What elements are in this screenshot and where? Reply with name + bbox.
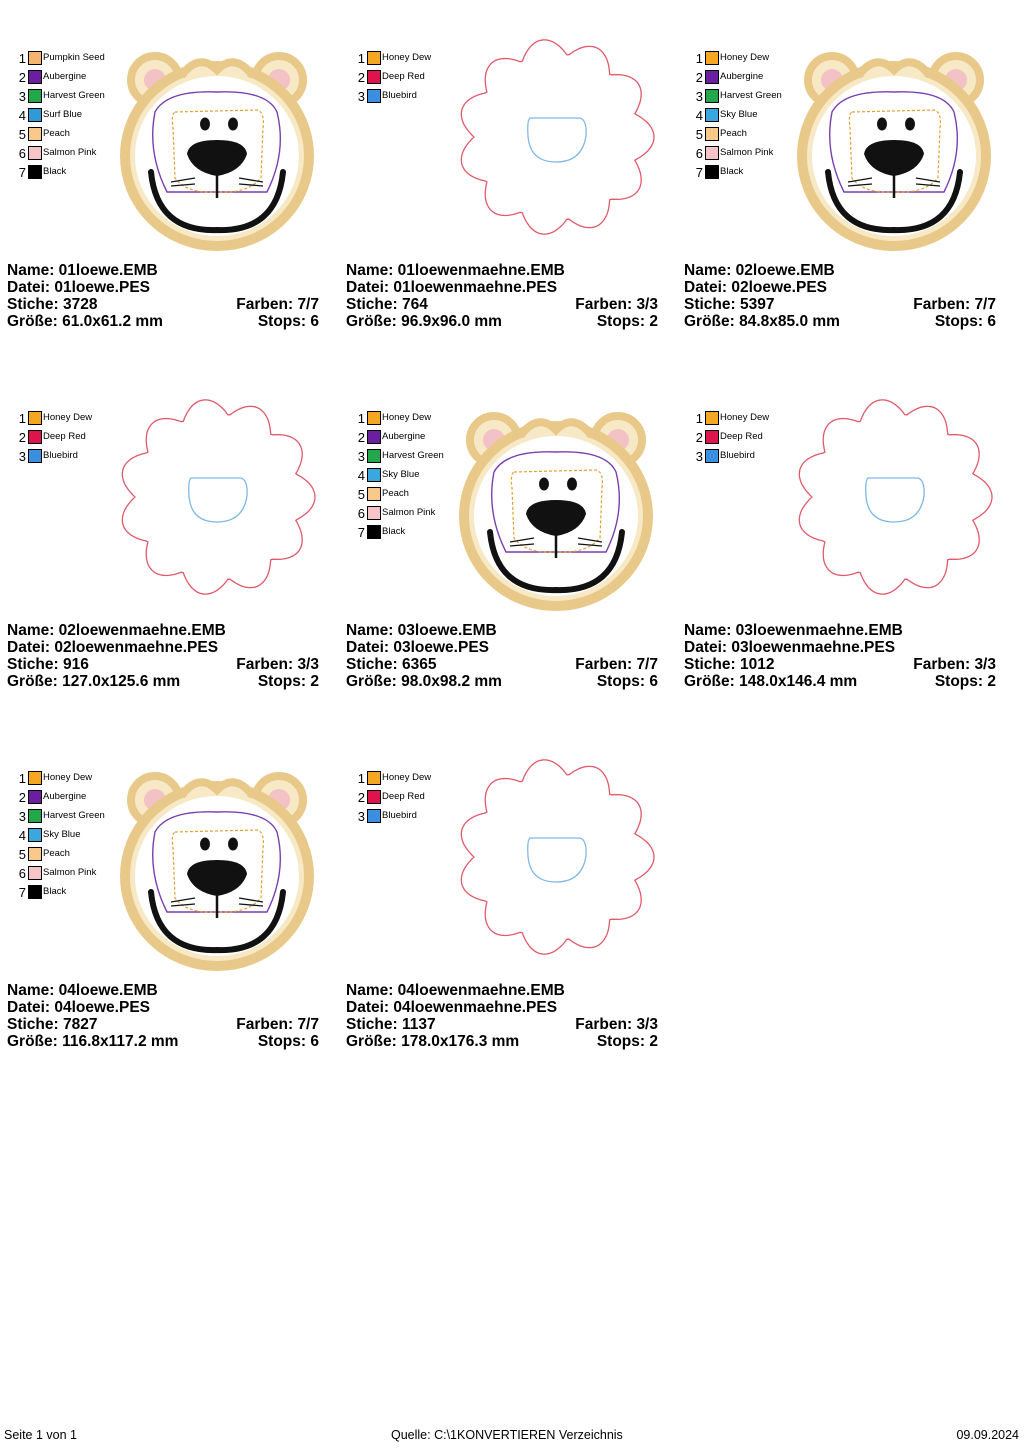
thread-name: Deep Red	[720, 431, 763, 442]
mane-outline	[461, 760, 654, 954]
mane-design-preview	[446, 32, 666, 262]
legend-number: 2	[357, 790, 365, 805]
left-eye	[877, 118, 887, 131]
left-eye	[200, 838, 210, 851]
thread-name: Peach	[43, 128, 70, 139]
left-eye	[200, 118, 210, 131]
lion-face	[125, 56, 309, 246]
color-swatch	[28, 127, 42, 141]
design-size: Größe: 96.9x96.0 mm	[346, 313, 502, 330]
thread-name: Black	[43, 886, 67, 897]
design-card	[684, 22, 1004, 362]
legend-number: 6	[18, 866, 26, 881]
design-size: Größe: 148.0x146.4 mm	[684, 673, 858, 690]
design-name: Name: 01loewenmaehne.EMB	[346, 262, 565, 279]
legend-number: 3	[695, 449, 703, 464]
design-card	[7, 742, 327, 1082]
color-swatch	[28, 51, 42, 65]
thread-name: Black	[720, 166, 744, 177]
legend-number: 3	[357, 449, 365, 464]
thread-name: Salmon Pink	[720, 147, 774, 158]
color-swatch	[28, 809, 42, 823]
stop-count: Stops: 2	[934, 673, 996, 690]
thread-name: Honey Dew	[43, 772, 93, 783]
color-swatch	[367, 525, 381, 539]
design-name: Name: 02loewe.EMB	[684, 262, 835, 279]
color-swatch	[28, 430, 42, 444]
design-file: Datei: 04loewenmaehne.PES	[346, 999, 558, 1016]
mane-design-preview	[446, 752, 666, 982]
thread-name: Honey Dew	[382, 52, 432, 63]
color-swatch	[367, 809, 381, 823]
legend-number: 2	[695, 70, 703, 85]
color-swatch	[28, 89, 42, 103]
color-swatch	[705, 51, 719, 65]
color-count: Farben: 7/7	[913, 296, 996, 313]
mane-outline	[461, 40, 654, 234]
design-card	[7, 22, 327, 362]
face-placement-outline	[528, 838, 586, 882]
thread-name: Black	[382, 526, 406, 537]
legend-number: 3	[695, 89, 703, 104]
legend-number: 4	[357, 468, 365, 483]
color-swatch	[28, 790, 42, 804]
thread-name: Black	[43, 166, 67, 177]
color-swatch	[367, 430, 381, 444]
design-size: Größe: 127.0x125.6 mm	[7, 673, 181, 690]
legend-number: 7	[357, 525, 365, 540]
legend-number: 1	[695, 51, 703, 66]
design-size: Größe: 61.0x61.2 mm	[7, 313, 163, 330]
thread-name: Surf Blue	[43, 109, 83, 120]
legend-number: 1	[18, 51, 26, 66]
legend-number: 2	[357, 70, 365, 85]
stitch-count: Stiche: 3728	[7, 296, 98, 313]
thread-name: Sky Blue	[43, 829, 81, 840]
stop-count: Stops: 6	[596, 673, 658, 690]
thread-name: Honey Dew	[382, 772, 432, 783]
legend-number: 2	[18, 430, 26, 445]
legend-number: 1	[18, 771, 26, 786]
thread-name: Harvest Green	[43, 810, 105, 821]
stitch-count: Stiche: 764	[346, 296, 428, 313]
legend-number: 4	[18, 828, 26, 843]
stop-count: Stops: 2	[596, 313, 658, 330]
thread-name: Salmon Pink	[43, 867, 97, 878]
design-info	[684, 262, 996, 330]
thread-name: Bluebird	[43, 450, 78, 461]
thread-name: Sky Blue	[382, 469, 420, 480]
color-swatch	[705, 165, 719, 179]
color-swatch	[367, 790, 381, 804]
legend-number: 2	[695, 430, 703, 445]
stop-count: Stops: 6	[934, 313, 996, 330]
color-swatch	[367, 449, 381, 463]
thread-name: Aubergine	[43, 791, 87, 802]
stop-count: Stops: 2	[257, 673, 319, 690]
color-swatch	[705, 430, 719, 444]
thread-name: Salmon Pink	[43, 147, 97, 158]
legend-number: 7	[18, 165, 26, 180]
design-size: Größe: 98.0x98.2 mm	[346, 673, 502, 690]
mane-design-preview	[107, 392, 327, 622]
design-card	[684, 382, 1004, 722]
legend-number: 4	[18, 108, 26, 123]
thread-name: Deep Red	[43, 431, 86, 442]
design-card	[346, 22, 666, 362]
legend-number: 5	[18, 847, 26, 862]
color-swatch	[367, 487, 381, 501]
design-card	[346, 742, 666, 1082]
color-swatch	[705, 449, 719, 463]
design-file: Datei: 02loewenmaehne.PES	[7, 639, 219, 656]
thread-name: Bluebird	[382, 810, 417, 821]
color-count: Farben: 3/3	[236, 656, 319, 673]
stitch-count: Stiche: 7827	[7, 1016, 98, 1033]
color-swatch	[28, 847, 42, 861]
color-swatch	[28, 866, 42, 880]
design-card	[7, 382, 327, 722]
design-info	[7, 982, 319, 1050]
legend-number: 2	[18, 70, 26, 85]
color-swatch	[705, 146, 719, 160]
thread-name: Sky Blue	[720, 109, 758, 120]
design-file: Datei: 01loewe.PES	[7, 279, 151, 296]
design-name: Name: 01loewe.EMB	[7, 262, 158, 279]
legend-number: 1	[18, 411, 26, 426]
thread-name: Harvest Green	[720, 90, 782, 101]
thread-name: Peach	[720, 128, 747, 139]
legend-number: 2	[357, 430, 365, 445]
thread-name: Aubergine	[720, 71, 764, 82]
lion-design-preview	[107, 752, 327, 982]
design-name: Name: 04loewe.EMB	[7, 982, 158, 999]
legend-number: 4	[695, 108, 703, 123]
legend-number: 1	[357, 51, 365, 66]
thread-name: Peach	[43, 848, 70, 859]
design-file: Datei: 04loewe.PES	[7, 999, 151, 1016]
legend-number: 1	[357, 771, 365, 786]
design-file: Datei: 03loewe.PES	[346, 639, 490, 656]
right-eye	[228, 838, 238, 851]
design-file: Datei: 02loewe.PES	[684, 279, 828, 296]
thread-name: Honey Dew	[720, 52, 770, 63]
thread-name: Honey Dew	[43, 412, 93, 423]
color-swatch	[28, 411, 42, 425]
color-swatch	[705, 70, 719, 84]
color-swatch	[367, 506, 381, 520]
footer-source: Quelle: C:\1KONVERTIEREN Verzeichnis	[391, 1428, 623, 1442]
stitch-count: Stiche: 1012	[684, 656, 775, 673]
thread-name: Aubergine	[382, 431, 426, 442]
color-swatch	[367, 89, 381, 103]
color-count: Farben: 3/3	[575, 1016, 658, 1033]
design-name: Name: 03loewe.EMB	[346, 622, 497, 639]
thread-name: Honey Dew	[720, 412, 770, 423]
color-swatch	[367, 468, 381, 482]
color-swatch	[28, 885, 42, 899]
thread-name: Aubergine	[43, 71, 87, 82]
lion-design-preview	[784, 32, 1004, 262]
design-size: Größe: 178.0x176.3 mm	[346, 1033, 520, 1050]
color-swatch	[28, 146, 42, 160]
lion-face	[802, 56, 986, 246]
design-size: Größe: 116.8x117.2 mm	[7, 1033, 179, 1050]
design-file: Datei: 01loewenmaehne.PES	[346, 279, 558, 296]
stitch-count: Stiche: 5397	[684, 296, 775, 313]
mane-outline	[122, 400, 315, 594]
right-eye	[567, 478, 577, 491]
design-file: Datei: 03loewenmaehne.PES	[684, 639, 896, 656]
design-size: Größe: 84.8x85.0 mm	[684, 313, 840, 330]
legend-number: 5	[357, 487, 365, 502]
thread-name: Peach	[382, 488, 409, 499]
legend-number: 2	[18, 790, 26, 805]
color-count: Farben: 3/3	[575, 296, 658, 313]
stitch-count: Stiche: 6365	[346, 656, 437, 673]
stitch-count: Stiche: 916	[7, 656, 89, 673]
face-placement-outline	[528, 118, 586, 162]
thread-name: Harvest Green	[43, 90, 105, 101]
legend-number: 5	[18, 127, 26, 142]
color-swatch	[705, 89, 719, 103]
design-name: Name: 03loewenmaehne.EMB	[684, 622, 903, 639]
stitch-count: Stiche: 1137	[346, 1016, 436, 1033]
thread-name: Deep Red	[382, 71, 425, 82]
right-eye	[228, 118, 238, 131]
design-info	[346, 262, 658, 330]
color-count: Farben: 3/3	[913, 656, 996, 673]
color-swatch	[367, 411, 381, 425]
legend-number: 6	[695, 146, 703, 161]
color-swatch	[28, 771, 42, 785]
thread-name: Deep Red	[382, 791, 425, 802]
mane-outline	[799, 400, 992, 594]
design-name: Name: 02loewenmaehne.EMB	[7, 622, 226, 639]
thread-name: Salmon Pink	[382, 507, 436, 518]
color-swatch	[367, 51, 381, 65]
color-swatch	[705, 127, 719, 141]
thread-name: Bluebird	[382, 90, 417, 101]
legend-number: 5	[695, 127, 703, 142]
legend-number: 1	[357, 411, 365, 426]
design-card	[346, 382, 666, 722]
color-swatch	[705, 108, 719, 122]
color-swatch	[28, 449, 42, 463]
lion-design-preview	[446, 392, 666, 622]
legend-number: 3	[18, 449, 26, 464]
left-eye	[539, 478, 549, 491]
design-info	[7, 622, 319, 690]
color-swatch	[28, 165, 42, 179]
lion-face	[464, 416, 648, 606]
color-swatch	[367, 70, 381, 84]
design-info	[346, 982, 658, 1050]
color-swatch	[28, 108, 42, 122]
design-info	[346, 622, 658, 690]
thread-name: Bluebird	[720, 450, 755, 461]
thread-name: Honey Dew	[382, 412, 432, 423]
lion-design-preview	[107, 32, 327, 262]
legend-number: 3	[18, 809, 26, 824]
legend-number: 3	[357, 89, 365, 104]
legend-number: 6	[18, 146, 26, 161]
mane-design-preview	[784, 392, 1004, 622]
color-count: Farben: 7/7	[575, 656, 658, 673]
stop-count: Stops: 6	[257, 1033, 319, 1050]
legend-number: 7	[18, 885, 26, 900]
stop-count: Stops: 6	[257, 313, 319, 330]
legend-number: 6	[357, 506, 365, 521]
design-info	[684, 622, 996, 690]
color-swatch	[28, 828, 42, 842]
legend-number: 3	[18, 89, 26, 104]
lion-face	[125, 776, 309, 966]
thread-name: Pumpkin Seed	[43, 52, 105, 63]
right-eye	[905, 118, 915, 131]
footer-date: 09.09.2024	[956, 1428, 1019, 1442]
color-swatch	[367, 771, 381, 785]
color-count: Farben: 7/7	[236, 296, 319, 313]
face-placement-outline	[866, 478, 924, 522]
thread-name: Harvest Green	[382, 450, 444, 461]
legend-number: 1	[695, 411, 703, 426]
stop-count: Stops: 2	[596, 1033, 658, 1050]
color-count: Farben: 7/7	[236, 1016, 319, 1033]
footer-page: Seite 1 von 1	[4, 1428, 77, 1442]
design-info	[7, 262, 319, 330]
design-name: Name: 04loewenmaehne.EMB	[346, 982, 565, 999]
face-placement-outline	[189, 478, 247, 522]
legend-number: 3	[357, 809, 365, 824]
color-swatch	[705, 411, 719, 425]
color-swatch	[28, 70, 42, 84]
legend-number: 7	[695, 165, 703, 180]
